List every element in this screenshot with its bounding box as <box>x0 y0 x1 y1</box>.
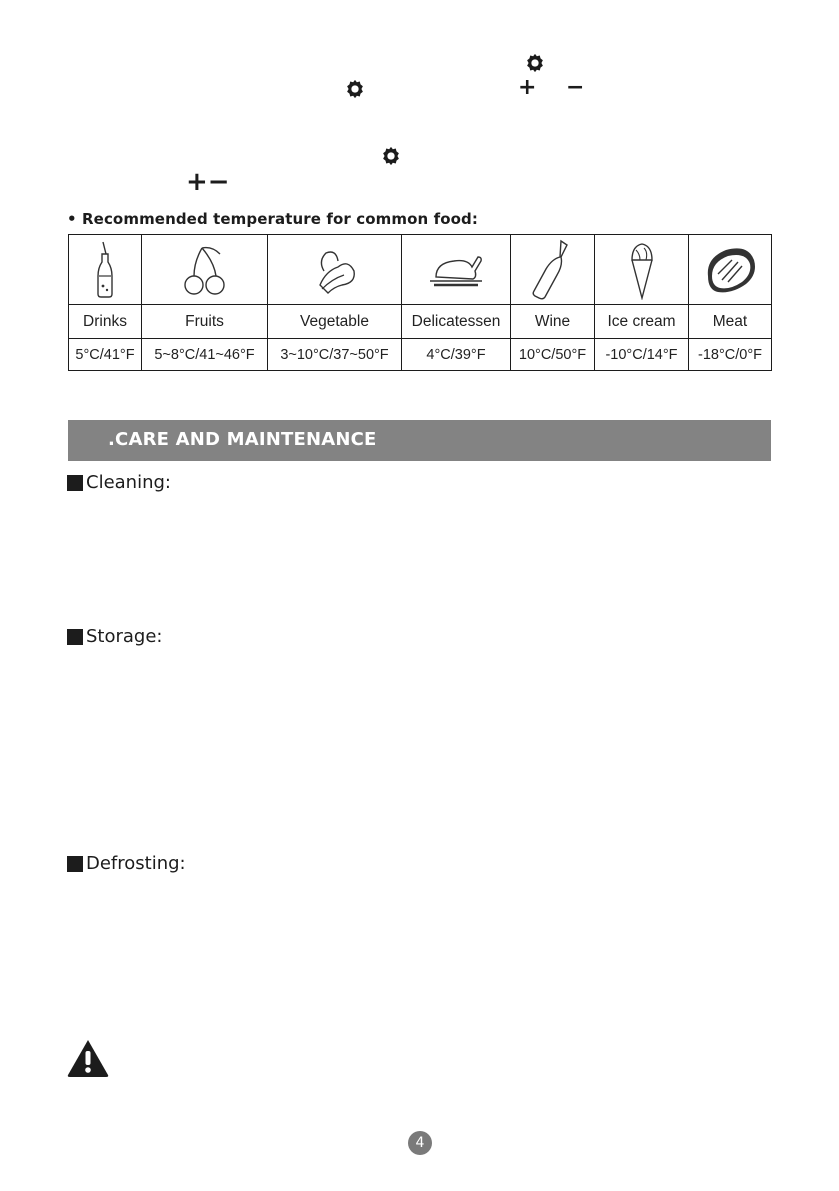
delicatessen-icon-cell <box>402 235 511 305</box>
cleaning-label: Cleaning: <box>86 472 171 493</box>
food-name: Vegetable <box>268 305 402 339</box>
bottle-icon <box>90 240 120 300</box>
minus-symbol: − <box>566 75 585 100</box>
meat-icon-cell <box>689 235 772 305</box>
storage-label: Storage: <box>86 626 163 647</box>
ice-cream-icon <box>627 240 657 300</box>
vegetable-icon-cell <box>268 235 402 305</box>
name-row <box>69 305 772 339</box>
temperature-row <box>69 339 772 371</box>
wine-bottle-icon <box>531 239 575 301</box>
section-title: .CARE AND MAINTENANCE <box>108 429 377 450</box>
warning-icon <box>66 1038 110 1078</box>
defrosting-label: Defrosting: <box>86 853 186 874</box>
food-temperature: -18°C/0°F <box>689 339 772 371</box>
cleaning-subhead <box>67 472 171 493</box>
storage-subhead <box>67 626 163 647</box>
food-temperature: 4°C/39°F <box>402 339 511 371</box>
defrosting-subhead <box>67 853 186 874</box>
steak-icon <box>702 242 758 298</box>
food-temperature: 10°C/50°F <box>511 339 595 371</box>
gear-icon <box>524 52 546 74</box>
page-number: 4 <box>408 1131 432 1155</box>
roast-chicken-icon <box>426 247 486 293</box>
drinks-icon-cell <box>69 235 142 305</box>
food-temperature: 5°C/41°F <box>69 339 142 371</box>
food-temperature: 5~8°C/41~46°F <box>142 339 268 371</box>
food-name: Meat <box>689 305 772 339</box>
fruits-icon-cell <box>142 235 268 305</box>
food-name: Drinks <box>69 305 142 339</box>
ice-cream-icon-cell <box>595 235 689 305</box>
gear-icon <box>380 145 402 167</box>
food-name: Wine <box>511 305 595 339</box>
wine-icon-cell <box>511 235 595 305</box>
icon-row <box>69 235 772 305</box>
heading-text: Recommended temperature for common food: <box>82 210 478 228</box>
food-name: Fruits <box>142 305 268 339</box>
recommended-temperature-heading: • Recommended temperature for common food: <box>67 210 478 228</box>
plus-minus-symbol: +− <box>186 167 230 197</box>
food-temperature: -10°C/14°F <box>595 339 689 371</box>
vegetable-icon <box>310 245 360 295</box>
square-bullet-icon <box>67 475 83 491</box>
food-temperature-table <box>68 234 772 371</box>
cherry-icon <box>182 244 228 296</box>
care-maintenance-section-bar <box>68 420 771 461</box>
square-bullet-icon <box>67 856 83 872</box>
food-name: Ice cream <box>595 305 689 339</box>
food-name: Delicatessen <box>402 305 511 339</box>
food-temperature: 3~10°C/37~50°F <box>268 339 402 371</box>
gear-icon <box>344 78 366 100</box>
square-bullet-icon <box>67 629 83 645</box>
plus-symbol: + <box>518 75 537 100</box>
